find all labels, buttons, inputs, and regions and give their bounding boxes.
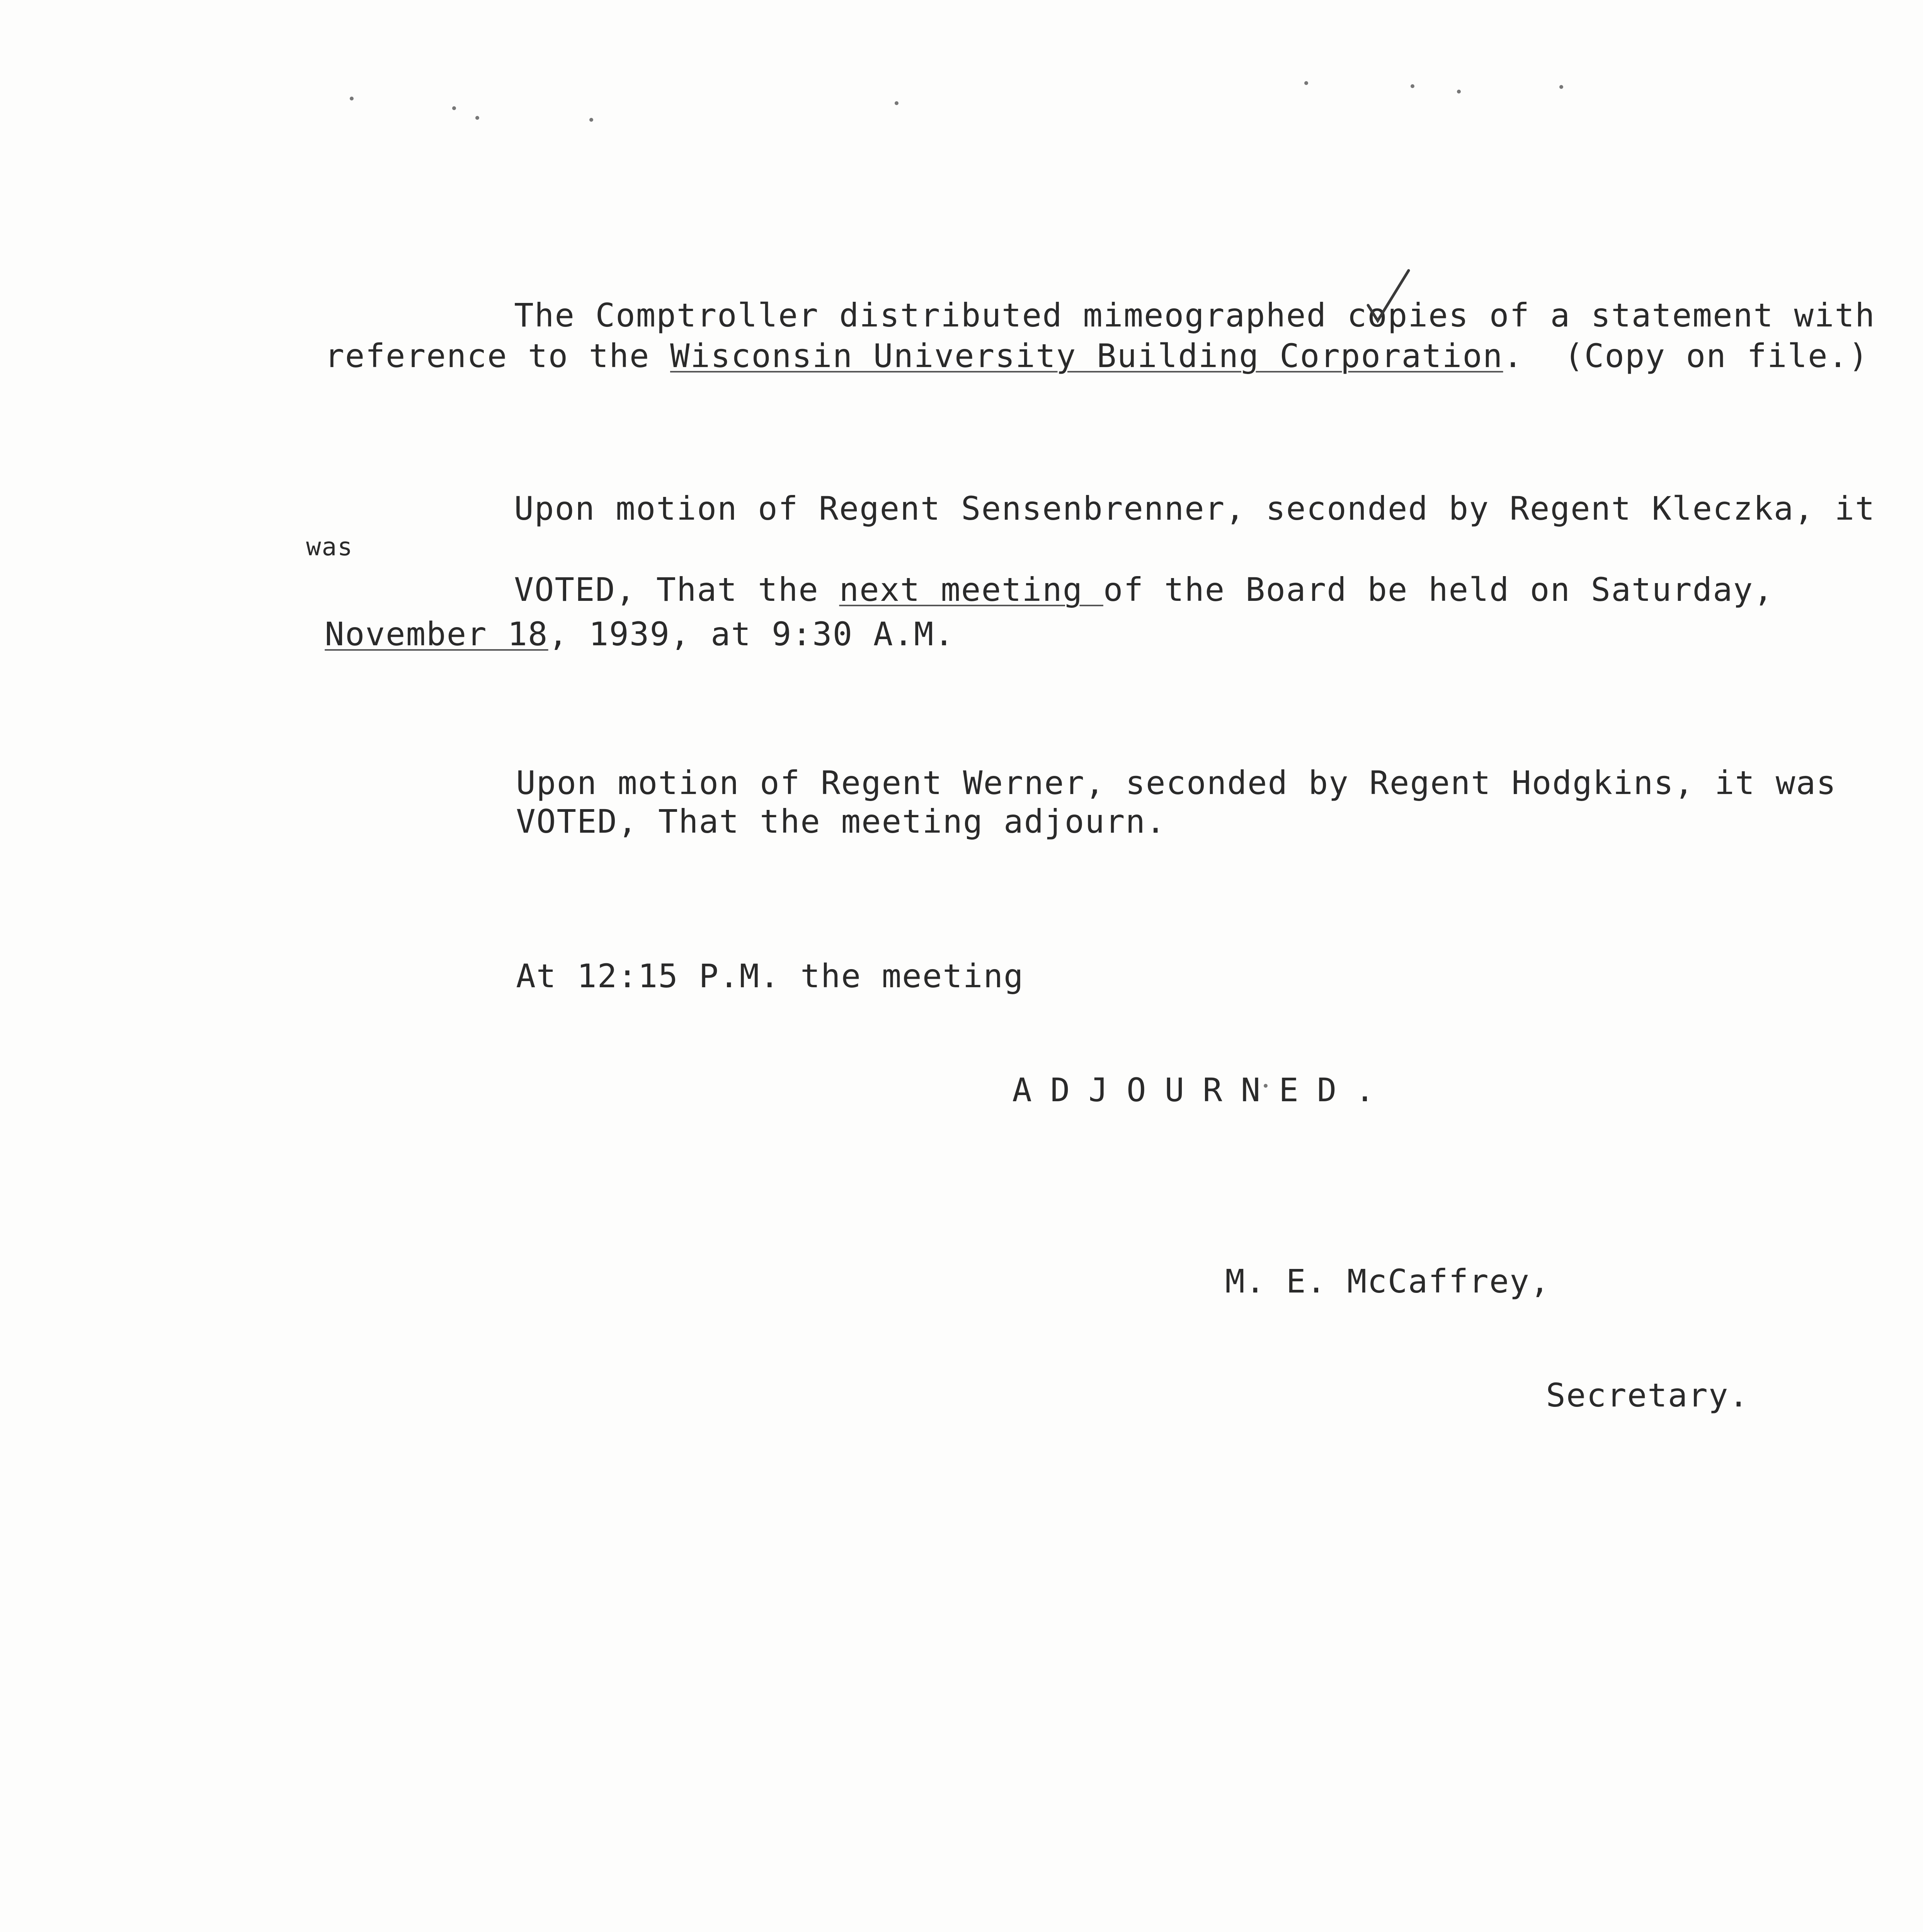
- speck-mark: [1411, 84, 1414, 88]
- comptroller-line-2-pre: reference to the: [325, 337, 670, 375]
- signatory-name-text: M. E. McCaffrey,: [1225, 1262, 1550, 1300]
- november-date-underlined: November 18: [325, 615, 548, 653]
- comptroller-line-1-pre: The Comptroller distributed mimeographed copies of: [514, 296, 1530, 334]
- speck-mark: [1559, 85, 1563, 89]
- motion-2-line-2: [435, 773, 1166, 870]
- speck-mark: [589, 118, 593, 122]
- motion-1-line-2-text: was: [306, 533, 353, 561]
- adjourned-heading: [860, 1041, 1393, 1139]
- motion-2-line-1-text: Upon motion of Regent Werner, seconded by Regent Hodgkins, it was: [516, 764, 1837, 802]
- adjournment-time-text: At 12:15 P.M. the meeting: [516, 957, 1024, 995]
- motion-2-line-2-text: VOTED, That the meeting adjourn.: [516, 803, 1166, 840]
- comptroller-line-2: [243, 307, 1869, 405]
- signatory-title: [1465, 1347, 1749, 1444]
- motion-1-line-4-post: , 1939, at 9:30 A.M.: [548, 615, 955, 653]
- speck-mark: [895, 101, 899, 105]
- speck-mark: [1304, 81, 1308, 85]
- speck-mark: [350, 97, 354, 100]
- signatory-name: [1144, 1233, 1550, 1330]
- speck-mark: [1457, 90, 1461, 94]
- motion-1-line-4: [243, 585, 955, 683]
- comptroller-line-2-post: . (Copy on file.): [1503, 337, 1869, 375]
- motion-1-line-3-post: of the Board be held on Saturday,: [1103, 571, 1774, 609]
- signatory-title-text: Secretary.: [1546, 1376, 1749, 1414]
- adjourned-heading-text: ADJOURNED.: [1012, 1071, 1394, 1109]
- comptroller-line-1-post: a statement with: [1550, 296, 1875, 334]
- motion-1-line-3-pre: VOTED, That the: [514, 571, 839, 609]
- building-corporation-underlined: Wisconsin University Building Corporation: [670, 337, 1503, 375]
- speck-mark: [452, 106, 456, 110]
- adjournment-time: [435, 927, 1024, 1025]
- motion-1-line-1-text: Upon motion of Regent Sensenbrenner, seconded by Regent Kleczka, it: [514, 490, 1875, 527]
- next-meeting-underlined: next meeting: [839, 571, 1103, 609]
- speck-mark: [475, 116, 479, 120]
- motion-1-line-2: [243, 510, 353, 584]
